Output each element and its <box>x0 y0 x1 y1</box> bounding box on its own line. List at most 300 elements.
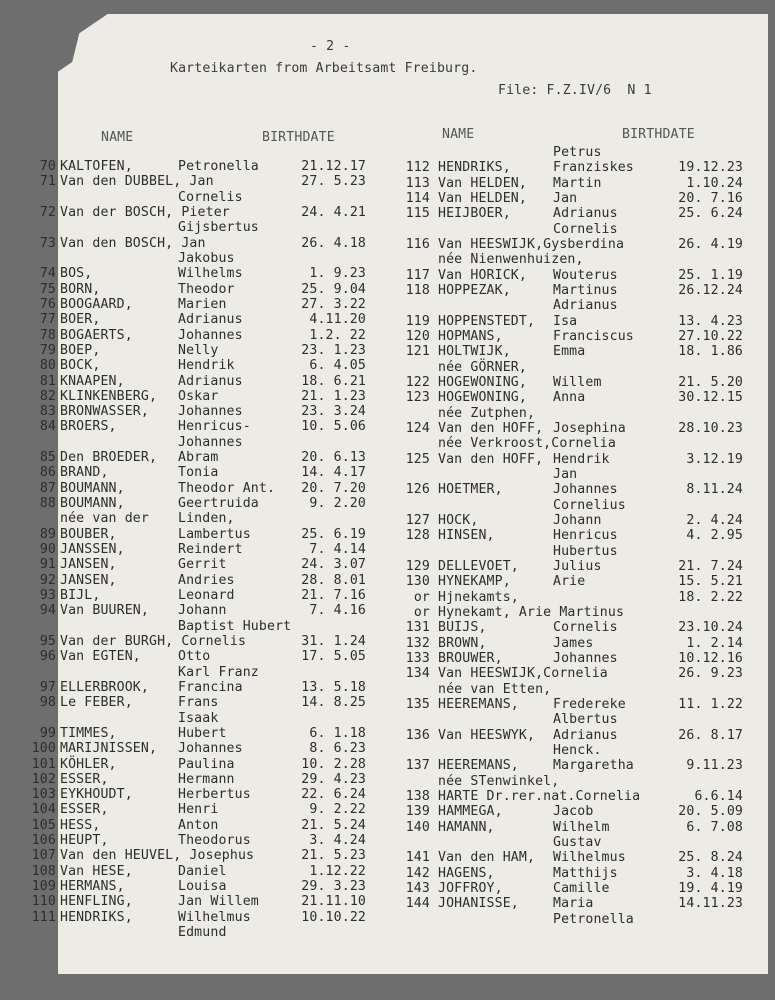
left-entry-given-name: Paulina <box>178 756 235 772</box>
left-entry-given-name: Theodorus <box>178 833 251 849</box>
right-entry-surname: née GÖRNER, <box>438 359 527 375</box>
left-entry-surname: JANSEN, <box>60 557 117 573</box>
left-entry-surname: JANSSEN, <box>60 542 125 557</box>
right-entry-birthdate: 20. 7.16 <box>678 191 743 206</box>
right-entry-given-name: Petrus <box>553 145 602 160</box>
right-entry-surname: née van Etten, <box>438 681 552 697</box>
right-entry-surname: HOPMANS, <box>438 329 503 344</box>
right-entry-number: or <box>413 589 430 605</box>
left-entry-birthdate: 21. 5.24 <box>301 817 366 833</box>
left-entry-surname: KNAAPEN, <box>60 373 125 389</box>
left-entry-surname: Den BROEDER, <box>60 450 158 466</box>
right-entry-given-name: Willem <box>553 374 602 390</box>
right-entry-given-name: Isa <box>553 313 578 329</box>
left-entry-birthdate: 21. 5.23 <box>301 848 366 864</box>
right-entry-given-name: Cornelius <box>553 497 626 513</box>
right-entry-surname: HARTE Dr.rer.nat.Cornelia <box>438 788 641 804</box>
left-entry-given-name: Theodor Ant. <box>178 480 276 496</box>
right-entry-birthdate: 25. 8.24 <box>678 850 743 866</box>
left-entry-given-name: Andries <box>178 572 235 588</box>
left-entry-surname: Van der BURGH, Cornelis <box>60 633 247 649</box>
page-number: - 2 - <box>310 39 351 54</box>
right-entry-given-name: Johannes <box>553 650 618 666</box>
right-entry-birthdate: 4. 2.95 <box>686 528 743 544</box>
right-entry-surname: Van HEESWYK, <box>438 727 536 743</box>
right-entry-given-name: Wilhelm <box>553 819 610 835</box>
left-entry-birthdate: 20. 7.20 <box>301 480 366 496</box>
left-entry-given-name: Cornelis <box>178 189 243 205</box>
file-reference: File: F.Z.IV/6 N 1 <box>498 83 652 98</box>
right-entry-number: 137 <box>405 758 430 774</box>
right-entry-birthdate: 3.12.19 <box>686 451 743 467</box>
right-entry-surname: Van HELDEN, <box>438 175 527 191</box>
left-entry-given-name: Henri <box>178 802 219 818</box>
right-entry-number: 130 <box>405 574 430 590</box>
right-entry-given-name: Maria <box>553 896 594 912</box>
left-entry-number: 102 <box>31 771 56 787</box>
left-entry-surname: BOUMANN, <box>60 496 125 511</box>
right-entry-birthdate: 6.6.14 <box>694 788 743 804</box>
right-entry-given-name: Jan <box>553 466 578 482</box>
left-entry-number: 100 <box>31 741 56 757</box>
right-entry-birthdate: 14.11.23 <box>678 896 743 912</box>
left-entry-number: 74 <box>39 266 56 282</box>
left-entry-surname: BOER, <box>60 312 101 328</box>
right-entry-number: 138 <box>405 788 430 804</box>
right-entry-surname: HEIJBOER, <box>438 206 511 222</box>
left-entry-number: 75 <box>39 281 56 297</box>
left-entry-birthdate: 21.12.17 <box>301 159 366 174</box>
right-entry-number: 142 <box>405 865 430 881</box>
right-entry-number: 116 <box>405 237 430 252</box>
left-entry-number: 93 <box>39 588 56 603</box>
left-entry-surname: BOCK, <box>60 358 101 374</box>
right-entry-birthdate: 21. 7.24 <box>678 558 743 574</box>
right-entry-number: 121 <box>405 344 430 360</box>
right-entry-surname: Van HELDEN, <box>438 191 527 206</box>
left-entry-number: 111 <box>31 909 56 925</box>
right-entry-given-name: James <box>553 635 594 651</box>
left-entry-surname: BIJL, <box>60 588 101 603</box>
left-entry-given-name: Henricus- <box>178 419 251 435</box>
left-entry-number: 76 <box>39 296 56 312</box>
left-entry-number: 99 <box>39 725 56 741</box>
left-entry-given-name: Hubert <box>178 725 227 741</box>
right-entry-birthdate: 23.10.24 <box>678 620 743 636</box>
right-entry-surname: HAMMEGA, <box>438 804 503 820</box>
right-entry-birthdate: 19.12.23 <box>678 160 743 176</box>
left-entry-number: 110 <box>31 894 56 910</box>
left-entry-given-name: Daniel <box>178 863 227 879</box>
left-entry-given-name: Karl Franz <box>178 664 259 680</box>
left-entry-surname: BOGAERTS, <box>60 327 133 343</box>
right-entry-birthdate: 26.12.24 <box>678 283 743 298</box>
right-entry-birthdate: 15. 5.21 <box>678 574 743 590</box>
right-entry-birthdate: 18. 1.86 <box>678 344 743 360</box>
right-entry-number: 140 <box>405 819 430 835</box>
left-entry-birthdate: 10. 5.06 <box>301 419 366 435</box>
right-entry-number: 133 <box>405 650 430 666</box>
left-entry-birthdate: 7. 4.16 <box>309 603 366 619</box>
left-entry-number: 92 <box>39 572 56 588</box>
right-entry-surname: née Nienwenhuizen, <box>438 252 584 268</box>
right-name-header: NAME <box>442 127 475 142</box>
left-entry-given-name: Oskar <box>178 388 219 404</box>
right-entry-number: 129 <box>405 558 430 574</box>
left-entry-birthdate: 8. 6.23 <box>309 741 366 757</box>
right-entry-given-name: Henricus <box>553 528 618 544</box>
left-entry-given-name: Otto <box>178 649 211 665</box>
left-entry-given-name: Gijsbertus <box>178 220 259 236</box>
right-entry-surname: DELLEVOET, <box>438 558 519 574</box>
right-entry-surname: HEEREMANS, <box>438 758 519 774</box>
right-entry-surname: Van HEESWIJK,Gysberdina <box>438 237 625 252</box>
right-entry-birthdate: 19. 4.19 <box>678 880 743 896</box>
right-entry-given-name: Margaretha <box>553 758 634 774</box>
left-entry-surname: Van EGTEN, <box>60 649 141 665</box>
left-entry-birthdate: 24. 4.21 <box>301 205 366 220</box>
right-entry-given-name: Johannes <box>553 482 618 498</box>
right-entry-surname: HAGENS, <box>438 865 495 881</box>
right-entry-birthdate: 21. 5.20 <box>678 374 743 390</box>
right-entry-number: 135 <box>405 696 430 712</box>
left-entry-given-name: Wilhelms <box>178 266 243 282</box>
left-entry-birthdate: 25. 9.04 <box>301 281 366 297</box>
left-entry-surname: BOS, <box>60 266 93 282</box>
right-entry-birthdate: 8.11.24 <box>686 482 743 498</box>
left-entry-number: 82 <box>39 388 56 404</box>
right-entry-number: 123 <box>405 390 430 406</box>
right-entry-surname: BROWN, <box>438 635 487 651</box>
right-entry-given-name: Wouterus <box>553 267 618 283</box>
right-entry-given-name: Hubertus <box>553 543 618 559</box>
left-entry-given-name: Johannes <box>178 434 243 450</box>
left-entry-given-name: Edmund <box>178 925 227 940</box>
left-entry-number: 83 <box>39 404 56 420</box>
left-entry-birthdate: 3. 4.24 <box>309 833 366 849</box>
left-entry-birthdate: 1.2. 22 <box>309 327 366 343</box>
left-entry-birthdate: 29. 4.23 <box>301 771 366 787</box>
left-entry-surname: BOUMANN, <box>60 480 125 496</box>
right-entry-birthdate: 26. 4.19 <box>678 237 743 252</box>
right-entry-birthdate: 27.10.22 <box>678 329 743 344</box>
left-entry-birthdate: 22. 6.24 <box>301 787 366 803</box>
right-entry-given-name: Anna <box>553 390 586 406</box>
left-entry-number: 91 <box>39 557 56 573</box>
left-birthdate-header: BIRTHDATE <box>262 130 335 145</box>
right-entry-number: 112 <box>405 160 430 176</box>
left-entry-number: 85 <box>39 450 56 466</box>
left-entry-surname: BRONWASSER, <box>60 404 149 420</box>
left-entry-surname: HENDRIKS, <box>60 909 133 925</box>
left-entry-number: 94 <box>39 603 56 619</box>
left-entry-birthdate: 21. 1.23 <box>301 388 366 404</box>
left-entry-birthdate: 10. 2.28 <box>301 756 366 772</box>
left-entry-number: 90 <box>39 542 56 557</box>
left-entry-given-name: Baptist Hubert <box>178 618 292 634</box>
left-entry-given-name: Hendrik <box>178 358 235 374</box>
right-entry-surname: née Verkroost,Cornelia <box>438 436 616 452</box>
right-entry-surname: Hjnekamts, <box>438 589 519 605</box>
left-entry-number: 106 <box>31 833 56 849</box>
left-entry-given-name: Tonia <box>178 465 219 481</box>
left-entry-surname: Van den BOSCH, Jan <box>60 235 206 251</box>
document-title: Karteikarten from Arbeitsamt Freiburg. <box>170 61 478 76</box>
left-entry-birthdate: 1. 9.23 <box>309 266 366 282</box>
left-entry-birthdate: 24. 3.07 <box>301 557 366 573</box>
right-entry-birthdate: 26. 8.17 <box>678 727 743 743</box>
left-entry-birthdate: 21. 7.16 <box>301 588 366 603</box>
right-entry-number: 113 <box>405 175 430 191</box>
left-entry-given-name: Adrianus <box>178 312 243 328</box>
left-entry-birthdate: 23. 3.24 <box>301 404 366 420</box>
right-entry-number: or <box>413 604 430 620</box>
right-entry-surname: HOLTWIJK, <box>438 344 511 360</box>
right-entry-birthdate: 11. 1.22 <box>678 696 743 712</box>
right-entry-surname: née Zutphen, <box>438 405 536 421</box>
left-entry-given-name: Wilhelmus <box>178 909 251 925</box>
left-entry-number: 86 <box>39 465 56 481</box>
right-entry-given-name: Adrianus <box>553 727 618 743</box>
right-entry-birthdate: 2. 4.24 <box>686 512 743 528</box>
right-entry-surname: BROUWER, <box>438 650 503 666</box>
left-entry-birthdate: 20. 6.13 <box>301 450 366 466</box>
left-entry-birthdate: 26. 4.18 <box>301 235 366 251</box>
left-entry-surname: Van HESE, <box>60 863 133 879</box>
right-entry-birthdate: 1. 2.14 <box>686 635 743 651</box>
left-entry-surname: EYKHOUDT, <box>60 787 133 803</box>
left-entry-number: 84 <box>39 419 56 435</box>
left-entry-given-name: Leonard <box>178 588 235 603</box>
right-entry-number: 132 <box>405 635 430 651</box>
right-entry-birthdate: 10.12.16 <box>678 650 743 666</box>
left-entry-number: 80 <box>39 358 56 374</box>
scan-background <box>0 974 775 1000</box>
right-entry-number: 127 <box>405 512 430 528</box>
left-entry-birthdate: 6. 1.18 <box>309 725 366 741</box>
right-entry-given-name: Emma <box>553 344 586 360</box>
left-entry-number: 79 <box>39 342 56 358</box>
right-entry-number: 136 <box>405 727 430 743</box>
left-entry-surname: KLINKENBERG, <box>60 388 158 404</box>
left-entry-given-name: Nelly <box>178 342 219 358</box>
left-entry-given-name: Johannes <box>178 327 243 343</box>
right-entry-birthdate: 20. 5.09 <box>678 804 743 820</box>
left-entry-surname: JANSEN, <box>60 572 117 588</box>
left-entry-given-name: Abram <box>178 450 219 466</box>
left-entry-given-name: Francina <box>178 679 243 695</box>
right-entry-number: 119 <box>405 313 430 329</box>
left-entry-number: 87 <box>39 480 56 496</box>
left-entry-surname: TIMMES, <box>60 725 117 741</box>
left-entry-birthdate: 14. 4.17 <box>301 465 366 481</box>
left-entry-given-name: Petronella <box>178 159 259 174</box>
left-entry-number: 104 <box>31 802 56 818</box>
right-entry-given-name: Julius <box>553 558 602 574</box>
right-entry-birthdate: 3. 4.18 <box>686 865 743 881</box>
right-entry-number: 115 <box>405 206 430 222</box>
right-entry-number: 118 <box>405 283 430 298</box>
left-entry-surname: ESSER, <box>60 802 109 818</box>
right-entry-given-name: Franciscus <box>553 329 634 344</box>
right-entry-number: 131 <box>405 620 430 636</box>
left-entry-surname: Van der BOSCH, Pieter <box>60 205 230 220</box>
right-entry-birthdate: 30.12.15 <box>678 390 743 406</box>
left-entry-surname: MARIJNISSEN, <box>60 741 158 757</box>
right-entry-given-name: Fredereke <box>553 696 626 712</box>
left-entry-given-name: Gerrit <box>178 557 227 573</box>
left-entry-given-name: Theodor <box>178 281 235 297</box>
left-entry-number: 96 <box>39 649 56 665</box>
left-entry-number: 108 <box>31 863 56 879</box>
right-entry-number: 124 <box>405 420 430 436</box>
left-entry-birthdate: 31. 1.24 <box>301 633 366 649</box>
left-entry-surname: BOEP, <box>60 342 101 358</box>
left-entry-number: 98 <box>39 695 56 711</box>
left-entry-given-name: Adrianus <box>178 373 243 389</box>
left-entry-number: 81 <box>39 373 56 389</box>
right-entry-surname: Van HORICK, <box>438 267 527 283</box>
left-entry-surname: née van der <box>60 511 149 527</box>
right-entry-surname: HOGEWONING, <box>438 374 527 390</box>
left-entry-birthdate: 21.11.10 <box>301 894 366 910</box>
left-entry-number: 109 <box>31 879 56 894</box>
left-entry-surname: Le FEBER, <box>60 695 133 711</box>
left-entry-birthdate: 7. 4.14 <box>309 542 366 557</box>
left-entry-birthdate: 18. 6.21 <box>301 373 366 389</box>
left-entry-given-name: Reindert <box>178 542 243 557</box>
left-entry-birthdate: 1.12.22 <box>309 863 366 879</box>
right-entry-surname: Van den HAM, <box>438 850 536 866</box>
left-entry-birthdate: 14. 8.25 <box>301 695 366 711</box>
left-entry-surname: ESSER, <box>60 771 109 787</box>
right-entry-surname: née STenwinkel, <box>438 773 560 789</box>
right-entry-given-name: Martinus <box>553 283 618 298</box>
left-entry-surname: BORN, <box>60 281 101 297</box>
right-entry-surname: HOPPENSTEDT, <box>438 313 536 329</box>
left-entry-number: 105 <box>31 817 56 833</box>
left-entry-given-name: Marien <box>178 296 227 312</box>
right-entry-birthdate: 13. 4.23 <box>678 313 743 329</box>
left-entry-number: 107 <box>31 848 56 864</box>
left-entry-number: 77 <box>39 312 56 328</box>
right-entry-given-name: Matthijs <box>553 865 618 881</box>
right-entry-number: 120 <box>405 329 430 344</box>
left-entry-number: 103 <box>31 787 56 803</box>
right-entry-number: 122 <box>405 374 430 390</box>
right-entry-given-name: Cornelis <box>553 221 618 237</box>
right-entry-birthdate: 26. 9.23 <box>678 666 743 682</box>
left-entry-number: 95 <box>39 633 56 649</box>
left-entry-given-name: Herbertus <box>178 787 251 803</box>
right-entry-given-name: Johann <box>553 512 602 528</box>
right-entry-surname: HOCK, <box>438 512 479 528</box>
right-entry-given-name: Hendrik <box>553 451 610 467</box>
left-entry-given-name: Anton <box>178 817 219 833</box>
right-entry-given-name: Adrianus <box>553 298 618 314</box>
left-entry-given-name: Jan Willem <box>178 894 259 910</box>
right-entry-surname: Hynekamt, Arie Martinus <box>438 604 625 620</box>
right-entry-given-name: Cornelis <box>553 620 618 636</box>
right-birthdate-header: BIRTHDATE <box>622 127 695 142</box>
right-entry-birthdate: 28.10.23 <box>678 420 743 436</box>
left-entry-number: 73 <box>39 235 56 251</box>
left-entry-surname: BOOGAARD, <box>60 296 133 312</box>
right-entry-given-name: Adrianus <box>553 206 618 222</box>
right-entry-given-name: Petronella <box>553 911 634 927</box>
right-entry-given-name: Arie <box>553 574 586 590</box>
right-entry-surname: HOETMER, <box>438 482 503 498</box>
right-entry-number: 117 <box>405 267 430 283</box>
right-entry-number: 134 <box>405 666 430 682</box>
left-entry-given-name: Johann <box>178 603 227 619</box>
left-entry-birthdate: 17. 5.05 <box>301 649 366 665</box>
left-entry-surname: HEUPT, <box>60 833 109 849</box>
right-entry-surname: JOHANISSE, <box>438 896 519 912</box>
right-entry-given-name: Franziskes <box>553 160 634 176</box>
left-entry-birthdate: 10.10.22 <box>301 909 366 925</box>
left-entry-given-name: Geertruida <box>178 496 259 511</box>
right-entry-surname: Van den HOFF, <box>438 451 544 467</box>
left-entry-birthdate: 27. 5.23 <box>301 174 366 190</box>
right-entry-surname: HENDRIKS, <box>438 160 511 176</box>
left-entry-given-name: Hermann <box>178 771 235 787</box>
left-entry-birthdate: 9. 2.22 <box>309 802 366 818</box>
right-entry-surname: HOGEWONING, <box>438 390 527 406</box>
left-entry-given-name: Louisa <box>178 879 227 894</box>
right-entry-number: 125 <box>405 451 430 467</box>
right-entry-surname: Van den HOFF, <box>438 420 544 436</box>
right-entry-given-name: Wilhelmus <box>553 850 626 866</box>
right-entry-given-name: Martin <box>553 175 602 191</box>
left-entry-birthdate: 9. 2.20 <box>309 496 366 511</box>
left-entry-birthdate: 13. 5.18 <box>301 679 366 695</box>
left-entry-birthdate: 28. 8.01 <box>301 572 366 588</box>
right-entry-surname: BUIJS, <box>438 620 487 636</box>
right-entry-given-name: Albertus <box>553 712 618 728</box>
right-entry-birthdate: 18. 2.22 <box>678 589 743 605</box>
right-entry-birthdate: 6. 7.08 <box>686 819 743 835</box>
left-entry-surname: Van BUUREN, <box>60 603 149 619</box>
right-entry-surname: HINSEN, <box>438 528 495 544</box>
left-name-header: NAME <box>101 130 134 145</box>
left-entry-birthdate: 29. 3.23 <box>301 879 366 894</box>
left-entry-surname: KALTOFEN, <box>60 159 133 174</box>
left-entry-number: 101 <box>31 756 56 772</box>
right-entry-surname: Van HEESWIJK,Cornelia <box>438 666 608 682</box>
left-entry-given-name: Frans <box>178 695 219 711</box>
left-entry-surname: BOUBER, <box>60 526 117 542</box>
right-entry-given-name: Camille <box>553 880 610 896</box>
left-entry-birthdate: 4.11.20 <box>309 312 366 328</box>
left-entry-surname: HENFLING, <box>60 894 133 910</box>
right-entry-number: 128 <box>405 528 430 544</box>
left-entry-surname: BROERS, <box>60 419 117 435</box>
right-entry-surname: HEEREMANS, <box>438 696 519 712</box>
left-entry-given-name: Johannes <box>178 741 243 757</box>
left-entry-surname: HERMANS, <box>60 879 125 894</box>
right-entry-surname: HOPPEZAK, <box>438 283 511 298</box>
left-entry-birthdate: 6. 4.05 <box>309 358 366 374</box>
left-entry-number: 70 <box>39 159 56 174</box>
left-entry-birthdate: 23. 1.23 <box>301 342 366 358</box>
left-entry-surname: Van den HEUVEL, Josephus <box>60 848 255 864</box>
left-entry-surname: BRAND, <box>60 465 109 481</box>
left-entry-number: 97 <box>39 679 56 695</box>
left-entry-given-name: Johannes <box>178 404 243 420</box>
right-entry-surname: HAMANN, <box>438 819 495 835</box>
left-entry-number: 88 <box>39 496 56 511</box>
